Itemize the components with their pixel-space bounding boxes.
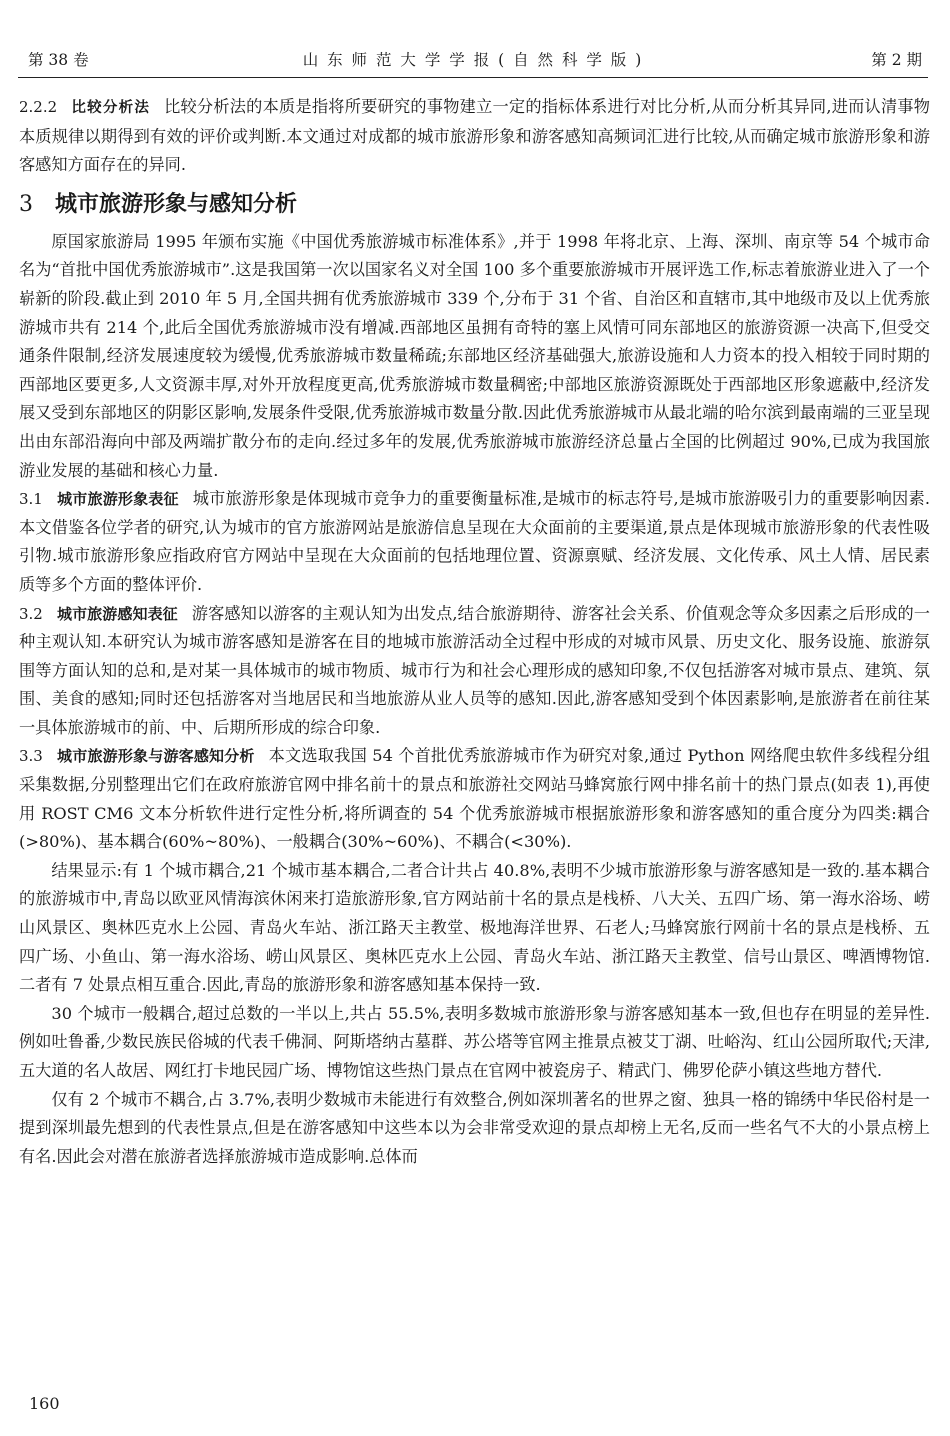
subsection-title: 城市旅游形象与游客感知分析 bbox=[56, 747, 255, 766]
section-title: 城市旅游形象与感知分析 bbox=[55, 191, 298, 217]
subsection-number: 2.2.2 bbox=[19, 98, 58, 116]
subsection-3-3 bbox=[19, 742, 930, 856]
subsection-title: 城市旅游感知表征 bbox=[56, 604, 178, 623]
subsection-3-1 bbox=[19, 485, 930, 599]
section-number: 3 bbox=[19, 191, 33, 217]
volume-label: 第 38 卷 bbox=[28, 51, 89, 69]
paragraph-text: 城市旅游形象是体现城市竞争力的重要衡量标准,是城市的标志符号,是城市旅游吸引力的重要影响因素.本文借鉴各位学者的研究,认为城市的官方旅游网站是旅游信息呈现在大众面前的主要渠道,景点是体现城市旅游形象的代表性吸引物.城市旅游形象应指政府官方网站中呈现在大众面前的包括地理位置、资源禀赋、经济发展、文化传承、风土人情、居民素质等多个方面的整体评价. bbox=[19, 489, 930, 594]
subsection-number: 3.2 bbox=[19, 604, 43, 623]
journal-title: 山 东 师 范 大 学 学 报 ( 自 然 科 学 版 ) bbox=[302, 51, 644, 69]
article-body bbox=[19, 93, 930, 1171]
header-rule bbox=[18, 77, 928, 78]
subsection-2-2-2 bbox=[19, 93, 930, 180]
subsection-3-2 bbox=[19, 600, 930, 743]
paragraph: 原国家旅游局 1995 年颁布实施《中国优秀旅游城市标准体系》,并于 1998 年将北京、上海、深圳、南京等 54 个城市命名为“首批中国优秀旅游城市”.这是我国第一次以国家名义对全国 100 多个重要旅游城市开展评选工作,标志着旅游业进入了一个崭新的阶段.截止到 2010 年 5 月,全国共拥有优秀旅游城市 339 个,分布于 31 个省、自治区和直辖市,其中地级市及以上优秀旅游城市共有 214 个,此后全国优秀旅游城市没有增减.西部地区虽拥有奇特的塞上风情可同东部地区的旅游资源一决高下,但受交通条件限制,经济发展速度较为缓慢,优秀旅游城市数量稀疏;东部地区经济基础强大,旅游设施和人力资本的投入相较于同时期的西部地区要更多,人文资源丰厚,对外开放程度更高,优秀旅游城市数量稠密;中部地区旅游资源既处于西部地区形象遮蔽中,经济发展又受到东部地区的阴影区影响,发展条件受限,优秀旅游城市数量分散.因此优秀旅游城市从最北端的哈尔滨到最南端的三亚呈现出由东部沿海向中部及两端扩散分布的走向.经过多年的发展,优秀旅游城市旅游经济总量占全国的比例超过 90%,已成为我国旅游业发展的基础和核心力量. bbox=[19, 231, 930, 480]
paragraph: 结果显示:有 1 个城市耦合,21 个城市基本耦合,二者合计共占 40.8%,表明不少城市旅游形象与游客感知是一致的.基本耦合的旅游城市中,青岛以欧亚风情海滨休闲来打造旅游形象,官方网站前十名的景点是栈桥、八大关、五四广场、第一海水浴场、崂山风景区、奥林匹克水上公园、青岛火车站、浙江路天主教堂、极地海洋世界、石老人;马蜂窝旅行网前十名的景点是栈桥、五四广场、小鱼山、第一海水浴场、崂山风景区、奥林匹克水上公园、青岛火车站、浙江路天主教堂、信号山景区、啤酒博物馆.二者有 7 处景点相互重合.因此,青岛的旅游形象和游客感知基本保持一致. bbox=[19, 860, 930, 995]
section-3-heading bbox=[19, 188, 930, 222]
subsection-number: 3.1 bbox=[19, 490, 43, 509]
paragraph: 仅有 2 个城市不耦合,占 3.7%,表明少数城市未能进行有效整合,例如深圳著名的世界之窗、独具一格的锦绣中华民俗村是一提到深圳最先想到的代表性景点,但是在游客感知中这些本以为会非常受欢迎的景点却榜上无名,反而一些名气不大的小景点榜上有名.因此会对潜在旅游者选择旅游城市造成影响.总体而 bbox=[19, 1089, 930, 1166]
paragraph: 30 个城市一般耦合,超过总数的一半以上,共占 55.5%,表明多数城市旅游形象与游客感知基本一致,但也存在明显的差异性.例如吐鲁番,少数民族民俗城的代表千佛洞、阿斯塔纳古墓群、苏公塔等官网主推景点被艾丁湖、吐峪沟、红山公园所取代;天津,五大道的名人故居、网红打卡地民园广场、博物馆这些热门景点在官网中被瓷房子、精武门、佛罗伦萨小镇这些地方替代. bbox=[19, 1003, 930, 1080]
subsection-title: 城市旅游形象表征 bbox=[56, 490, 179, 509]
subsection-title: 比较分析法 bbox=[71, 100, 151, 116]
running-header bbox=[18, 44, 928, 74]
paragraph-text: 本文选取我国 54 个首批优秀旅游城市作为研究对象,通过 Python 网络爬虫软件多线程分组采集数据,分别整理出它们在政府旅游官网中排名前十的景点和旅游社交网站马蜂窝旅行网中排名前十的热门景点(如表 1),再使用 ROST CM6 文本分析软件进行定性分析,将所调查的 54 个优秀旅游城市根据旅游形象和游客感知的重合度分为四类:耦合(>80%)、基本耦合(60%~80%)、一般耦合(30%~60%)、不耦合(<30%). bbox=[19, 746, 930, 852]
paragraph-text: 游客感知以游客的主观认知为出发点,结合旅游期待、游客社会关系、价值观念等众多因素之后形成的一种主观认知.本研究认为城市游客感知是游客在目的地城市旅游活动全过程中形成的对城市风景、历史文化、服务设施、旅游氛围等方面认知的总和,是对某一具体城市的城市物质、城市行为和社会心理形成的感知印象,不仅包括游客对城市景点、建筑、氛围、美食的感知;同时还包括游客对当地居民和当地旅游从业人员等的感知.因此,游客感知受到个体因素影响,是旅游者在前往某一具体旅游城市的前、中、后期所形成的综合印象. bbox=[19, 603, 930, 737]
subsection-number: 3.3 bbox=[19, 747, 43, 766]
page-number: 160 bbox=[29, 1394, 60, 1413]
issue-label: 第 2 期 bbox=[871, 51, 922, 69]
paragraph-text: 比较分析法的本质是指将所要研究的事物建立一定的指标体系进行对比分析,从而分析其异同,进而认清事物本质规律以期得到有效的评价或判断.本文通过对成都的城市旅游形象和游客感知高频词汇进行比较,从而确定城市旅游形象和游客感知方面存在的异同. bbox=[19, 97, 930, 175]
